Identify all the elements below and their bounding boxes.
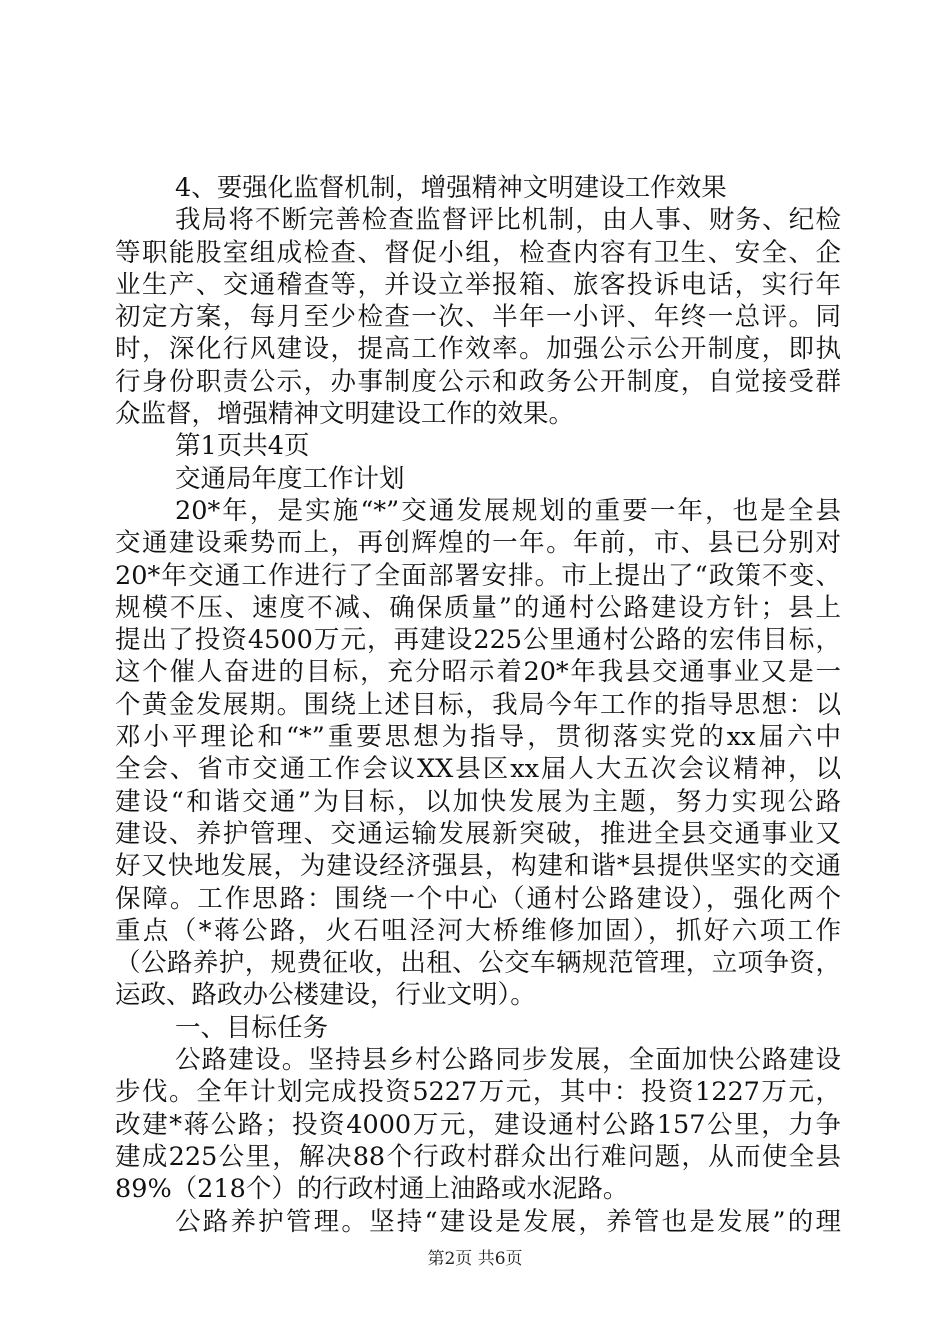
text-line: 改建*蒋公路；投资4000万元，建设通村公路157公里，力争	[115, 1109, 841, 1140]
text-line: 交通建设乘势而上，再创辉煌的一年。年前，市、县已分别对	[115, 528, 841, 559]
text-line: 建设、养护管理、交通运输发展新突破，推进全县交通事业又	[115, 818, 841, 849]
text-line: 行身份职责公示，办事制度公示和政务公开制度，自觉接受群	[115, 366, 841, 397]
text-line: 公路建设。坚持县乡村公路同步发展，全面加快公路建设	[175, 1045, 841, 1076]
text-line: 提出了投资4500万元，再建设225公里通村公路的宏伟目标，	[115, 625, 841, 656]
text-line: 好又快地发展，为建设经济强县，构建和谐*县提供坚实的交通	[115, 851, 841, 882]
text-line: 公路养护管理。坚持“建设是发展，养管也是发展”的理	[175, 1206, 841, 1237]
text-line: 89%（218个）的行政村通上油路或水泥路。	[115, 1174, 629, 1205]
text-line: 交通局年度工作计划	[175, 463, 405, 494]
text-line: 个黄金发展期。围绕上述目标，我局今年工作的指导思想：以	[115, 689, 841, 720]
text-line: 步伐。全年计划完成投资5227万元，其中：投资1227万元，	[115, 1077, 841, 1108]
text-line: 等职能股室组成检查、督促小组，检查内容有卫生、安全、企	[115, 237, 841, 268]
text-line: 这个催人奋进的目标，充分昭示着20*年我县交通事业又是一	[115, 657, 841, 688]
text-line: 我局将不断完善检查监督评比机制，由人事、财务、纪检	[175, 205, 841, 236]
text-line: 20*年交通工作进行了全面部署安排。市上提出了“政策不变、	[115, 560, 841, 591]
text-line: 全会、省市交通工作会议XX县区xx届人大五次会议精神，以	[115, 754, 841, 785]
text-line: 时，深化行风建设，提高工作效率。加强公示公开制度，即执	[115, 334, 841, 365]
text-line: 建设“和谐交通”为目标，以加快发展为主题，努力实现公路	[115, 786, 841, 817]
text-line: 重点（*蒋公路，火石咀泾河大桥维修加固），抓好六项工作	[115, 915, 841, 946]
text-line: 规模不压、速度不减、确保质量”的通村公路建设方针；县上	[115, 592, 841, 623]
text-line: 众监督，增强精神文明建设工作的效果。	[115, 399, 575, 430]
page-footer: 第2页 共6页	[427, 1249, 523, 1269]
text-line: 第1页共4页	[175, 431, 310, 462]
text-line: 业生产、交通稽查等，并设立举报箱、旅客投诉电话，实行年	[115, 269, 841, 300]
text-line: 邓小平理论和“*”重要思想为指导，贯彻落实党的xx届六中	[115, 722, 841, 753]
text-line: （公路养护，规费征收，出租、公交车辆规范管理，立项争资，	[115, 948, 841, 979]
text-line: 初定方案，每月至少检查一次、半年一小评、年终一总评。同	[115, 302, 841, 333]
text-line: 保障。工作思路：围绕一个中心（通村公路建设），强化两个	[115, 883, 841, 914]
text-line: 一、目标任务	[175, 1012, 329, 1043]
text-line: 4、要强化监督机制，增强精神文明建设工作效果	[175, 173, 727, 203]
text-line: 运政、路政办公楼建设，行业文明）。	[115, 980, 536, 1011]
document-body	[115, 172, 841, 1238]
text-line: 20*年，是实施“*”交通发展规划的重要一年，也是全县	[175, 495, 841, 526]
text-line: 建成225公里，解决88个行政村群众出行难问题，从而使全县	[115, 1141, 841, 1172]
